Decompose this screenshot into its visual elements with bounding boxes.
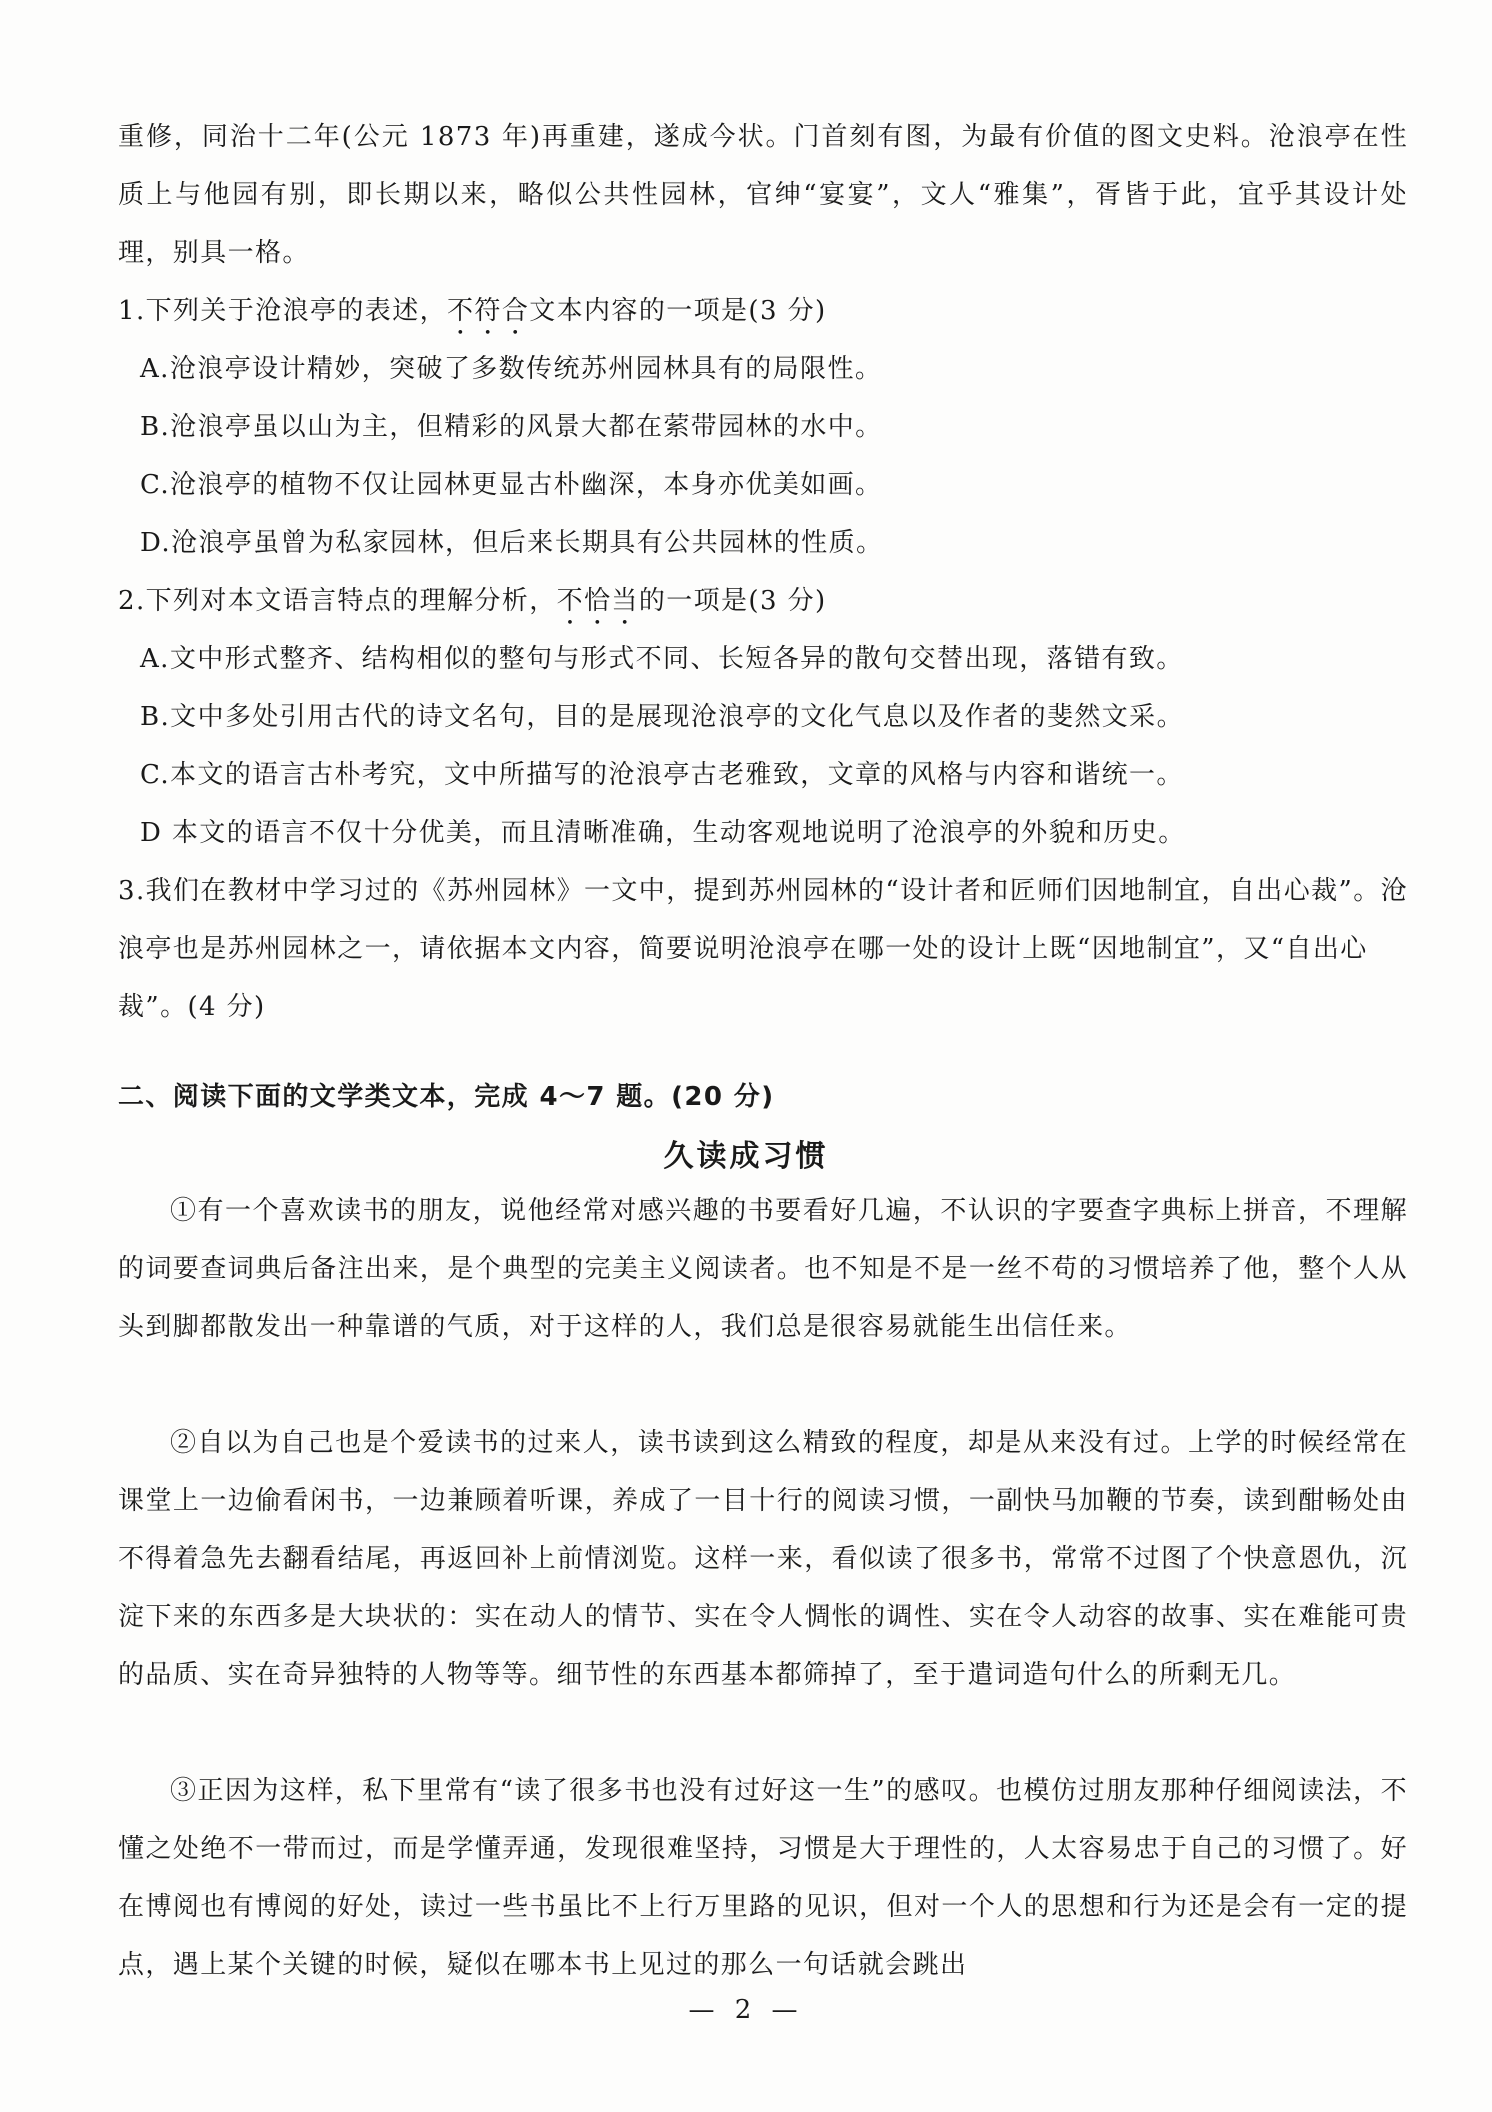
question-2-stem [118,572,1408,631]
article-paragraph-2: ②自以为自己也是个爱读书的过来人，读书读到这么精致的程度，却是从来没有过。上学的时候经常在课堂上一边偷看闲书，一边兼顾着听课，养成了一目十行的阅读习惯，一副快马加鞭的节奏，读到酣畅处由不得着急先去翻看结尾，再返回补上前情浏览。这样一来，看似读了很多书，常常不过图了个快意恩仇，沉淀下来的东西多是大块状的：实在动人的情节、实在令人惆怅的调性、实在令人动容的故事、实在难能可贵的品质、实在奇异独特的人物等等。细节性的东西基本都筛掉了，至于遣词造句什么的所剩无几。 [118,1428,1408,1690]
question-1-emphasis: 不符合 [447,296,530,326]
question-1-option-c: C.沧浪亭的植物不仅让园林更显古朴幽深，本身亦优美如画。 [140,470,883,500]
intro-paragraph: 重修，同治十二年(公元 1873 年)再重建，遂成今状。门首刻有图，为最有价值的图文史料。沧浪亭在性质上与他园有别，即长期以来，略似公共性园林，官绅“宴宴”，文人“雅集”，胥皆于此，宜乎其设计处理，别具一格。 [118,122,1408,268]
section-2-heading: 二、阅读下面的文学类文本，完成 4～7 题。(20 分) [118,1082,775,1112]
question-1-option-d: D.沧浪亭虽曾为私家园林，但后来长期具有公共园林的性质。 [140,528,884,558]
question-1-option-b: B.沧浪亭虽以山为主，但精彩的风景大都在萦带园林的水中。 [140,412,883,442]
article-paragraph-1: ①有一个喜欢读书的朋友，说他经常对感兴趣的书要看好几遍，不认识的字要查字典标上拼音，不理解的词要查词典后备注出来，是个典型的完美主义阅读者。也不知是不是一丝不苟的习惯培养了他，整个人从头到脚都散发出一种靠谱的气质，对于这样的人，我们总是很容易就能生出信任来。 [118,1196,1408,1342]
question-3: 3.我们在教材中学习过的《苏州园林》一文中，提到苏州园林的“设计者和匠师们因地制宜，自出心裁”。沧浪亭也是苏州园林之一，请依据本文内容，简要说明沧浪亭在哪一处的设计上既“因地制宜”，又“自出心裁”。(4 分) [118,876,1408,1022]
question-2-suffix: 的一项是(3 分) [638,586,827,616]
question-1-option-a: A.沧浪亭设计精妙，突破了多数传统苏州园林具有的局限性。 [140,354,883,384]
article-title: 久读成习惯 [663,1139,829,1174]
question-1-suffix: 文本内容的一项是(3 分) [529,296,827,326]
question-1-prefix: 1.下列关于沧浪亭的表述， [118,296,448,326]
question-1-stem [118,282,1408,341]
question-2-prefix: 2.下列对本文语言特点的理解分析， [118,586,557,616]
article-paragraph-3: ③正因为这样，私下里常有“读了很多书也没有过好这一生”的感叹。也模仿过朋友那种仔细阅读法，不懂之处绝不一带而过，而是学懂弄通，发现很难坚持，习惯是大于理性的，人太容易忠于自己的习惯了。好在博阅也有博阅的好处，读过一些书虽比不上行万里路的见识，但对一个人的思想和行为还是会有一定的提点，遇上某个关键的时候，疑似在哪本书上见过的那么一句话就会跳出 [118,1776,1408,1980]
question-2-option-b: B.文中多处引用古代的诗文名句，目的是展现沧浪亭的文化气息以及作者的斐然文采。 [140,702,1184,732]
page-number: — 2 — [688,1995,804,2025]
question-2-option-c: C.本文的语言古朴考究，文中所描写的沧浪亭古老雅致，文章的风格与内容和谐统一。 [140,760,1184,790]
question-2-option-a: A.文中形式整齐、结构相似的整句与形式不同、长短各异的散句交替出现，落错有致。 [140,644,1184,674]
question-2-emphasis: 不恰当 [556,586,639,616]
question-2-option-d: D 本文的语言不仅十分优美，而且清晰准确，生动客观地说明了沧浪亭的外貌和历史。 [140,818,1186,848]
